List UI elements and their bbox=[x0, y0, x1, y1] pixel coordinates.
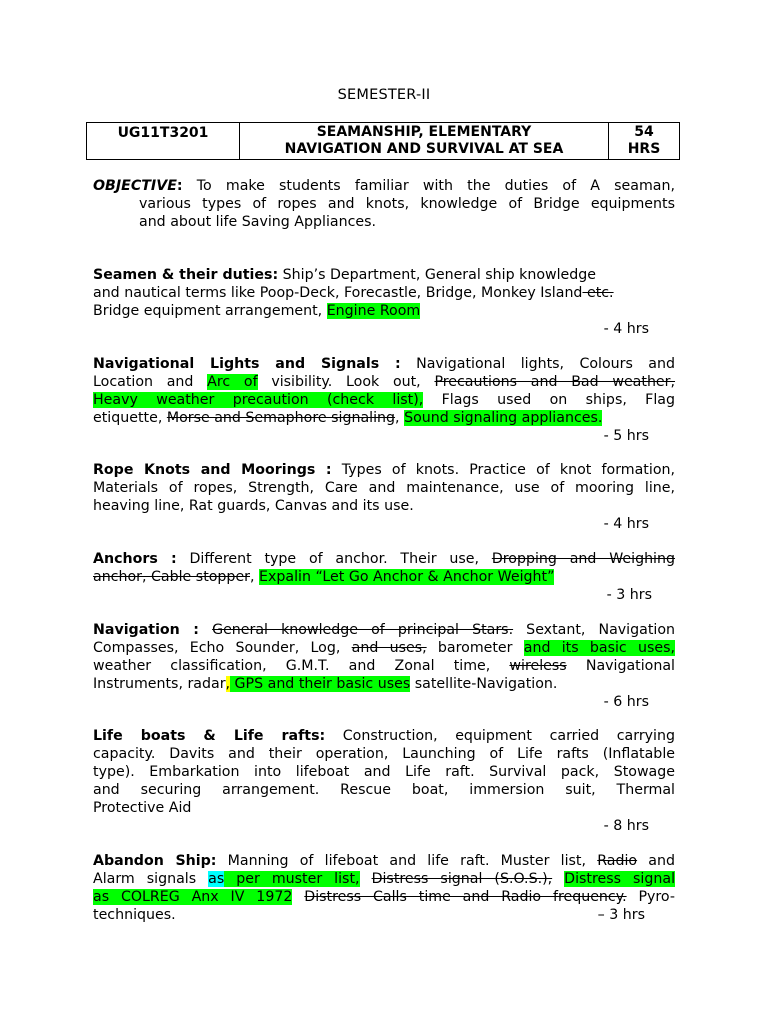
section-abandon-ship: Abandon Ship: Manning of lifeboat and life raft. Muster list, Radio and Alarm signals as per muster list, Distress signal (S.O.S.), Distress signal as COLREG Anx IV 1972 Distress Calls time and Radio frequency. Pyro- techniques. – 3 hrs bbox=[93, 853, 676, 923]
section-heading: Navigational Lights and Signals : bbox=[93, 356, 401, 372]
course-subject-line2: NAVIGATION AND SURVIVAL AT SEA bbox=[284, 141, 564, 157]
highlighted-text: Engine Room bbox=[326, 303, 421, 319]
struck-text: Distress signal (S.O.S.), bbox=[371, 871, 553, 887]
section-hours: - 4 hrs bbox=[603, 321, 649, 337]
section-heading: Seamen & their duties: bbox=[93, 267, 279, 283]
struck-text: Radio bbox=[597, 853, 638, 869]
section-anchors: Anchors : Different type of anchor. Their use, Dropping and Weighing anchor, Cable stopper, Expalin “Let Go Anchor & Anchor Weight” - 3 hrs bbox=[93, 551, 676, 603]
highlighted-text: Heavy weather precaution (check list), bbox=[93, 392, 424, 408]
struck-text: Distress Calls time and Radio frequency. bbox=[304, 889, 627, 905]
yellow-highlight: , bbox=[225, 676, 231, 692]
section-hours: – 3 hrs bbox=[597, 907, 645, 923]
objective-label: OBJECTIVE bbox=[93, 178, 177, 194]
section-heading: Life boats & Life rafts: bbox=[93, 728, 326, 744]
section-navigation: Navigation : General knowledge of principal Stars. Sextant, Navigation Compasses, Echo Sounder, Log, and uses, barometer and its basic uses, weather classification, G.M.T. and Zonal time, wireless Navigational Instruments, radar, GPS and their basic uses satellite-Navigation. - 6 hrs bbox=[93, 622, 676, 710]
course-subject bbox=[240, 123, 609, 160]
cyan-highlight: as bbox=[208, 871, 225, 887]
highlighted-text: as COLREG Anx IV 1972 bbox=[93, 889, 293, 905]
section-heading: Rope Knots and Moorings : bbox=[93, 462, 332, 478]
section-heading: Navigation : bbox=[93, 622, 199, 638]
section-hours: - 5 hrs bbox=[603, 428, 649, 444]
course-code: UG11T3201 bbox=[87, 123, 240, 160]
course-hours bbox=[609, 123, 680, 160]
highlighted-text: and its basic uses, bbox=[523, 640, 676, 656]
struck-text: General knowledge of principal Stars. bbox=[212, 622, 514, 638]
struck-text: anchor, Cable stopper bbox=[93, 569, 251, 585]
struck-text: Dropping and Weighing bbox=[491, 551, 676, 567]
section-life-boats: Life boats & Life rafts: Construction, equipment carried carrying capacity. Davits and their operation, Launching of Life rafts (Inflatable type). Embarkation into lifeboat and Life raft. Survival pack, Stowage and securing arrangement. Rescue boat, immersion suit, Thermal Protective Aid - 8 hrs bbox=[93, 728, 675, 834]
section-heading: Anchors : bbox=[93, 551, 177, 567]
highlighted-text: Expalin “Let Go Anchor & Anchor Weight” bbox=[259, 569, 555, 585]
section-heading: Abandon Ship: bbox=[93, 853, 217, 869]
objective-text-3: and about life Saving Appliances. bbox=[139, 214, 377, 230]
struck-text: Precautions and Bad weather, bbox=[434, 374, 676, 390]
highlighted-text: GPS and their basic uses bbox=[230, 676, 411, 692]
section-hours: - 3 hrs bbox=[606, 587, 652, 603]
struck-text: etc. bbox=[582, 285, 614, 301]
course-hours-num: 54 bbox=[634, 124, 654, 140]
course-subject-line1: SEAMANSHIP, ELEMENTARY bbox=[316, 124, 532, 140]
highlighted-text: Arc of bbox=[207, 374, 258, 390]
highlighted-text: per muster list, bbox=[224, 871, 360, 887]
struck-text: Morse and Semaphore signaling bbox=[166, 410, 396, 426]
objective-text-2: various types of ropes and knots, knowledge of Bridge equipments bbox=[139, 196, 675, 212]
objective-block: OBJECTIVE: To make students familiar with the duties of A seaman, various types of ropes and knots, knowledge of Bridge equipments and about life Saving Appliances. bbox=[93, 178, 675, 230]
section-hours: - 4 hrs bbox=[603, 516, 649, 532]
course-hours-unit: HRS bbox=[627, 141, 661, 157]
struck-text: wireless bbox=[509, 658, 567, 674]
struck-text: and uses, bbox=[351, 640, 427, 656]
highlighted-text: Sound signaling appliances. bbox=[404, 410, 603, 426]
section-seamen: Seamen & their duties: Ship’s Department, General ship knowledge and nautical terms like Poop-Deck, Forecastle, Bridge, Monkey Island etc. Bridge equipment arrangement, Engine Room - 4 hrs bbox=[93, 266, 675, 338]
section-hours: - 6 hrs bbox=[603, 694, 649, 710]
highlighted-text: Distress signal bbox=[564, 871, 676, 887]
course-row bbox=[87, 123, 680, 160]
objective-text-1: To make students familiar with the duties of A seaman, bbox=[182, 178, 675, 194]
course-table bbox=[86, 122, 680, 160]
semester-title: SEMESTER-II bbox=[337, 87, 431, 103]
section-hours: - 8 hrs bbox=[603, 818, 649, 834]
section-nav-lights: Navigational Lights and Signals : Navigational lights, Colours and Location and Arc of visibility. Look out, Precautions and Bad weather, Heavy weather precaution (check list), Flags used on ships, Flag etiquette, Morse and Semaphore signaling, Sound signaling appliances. - 5 hrs bbox=[93, 356, 676, 444]
section-rope-knots: Rope Knots and Moorings : Types of knots. Practice of knot formation, Materials of ropes, Strength, Care and maintenance, use of mooring line, heaving line, Rat guards, Canvas and its use. - 4 hrs bbox=[93, 462, 675, 532]
